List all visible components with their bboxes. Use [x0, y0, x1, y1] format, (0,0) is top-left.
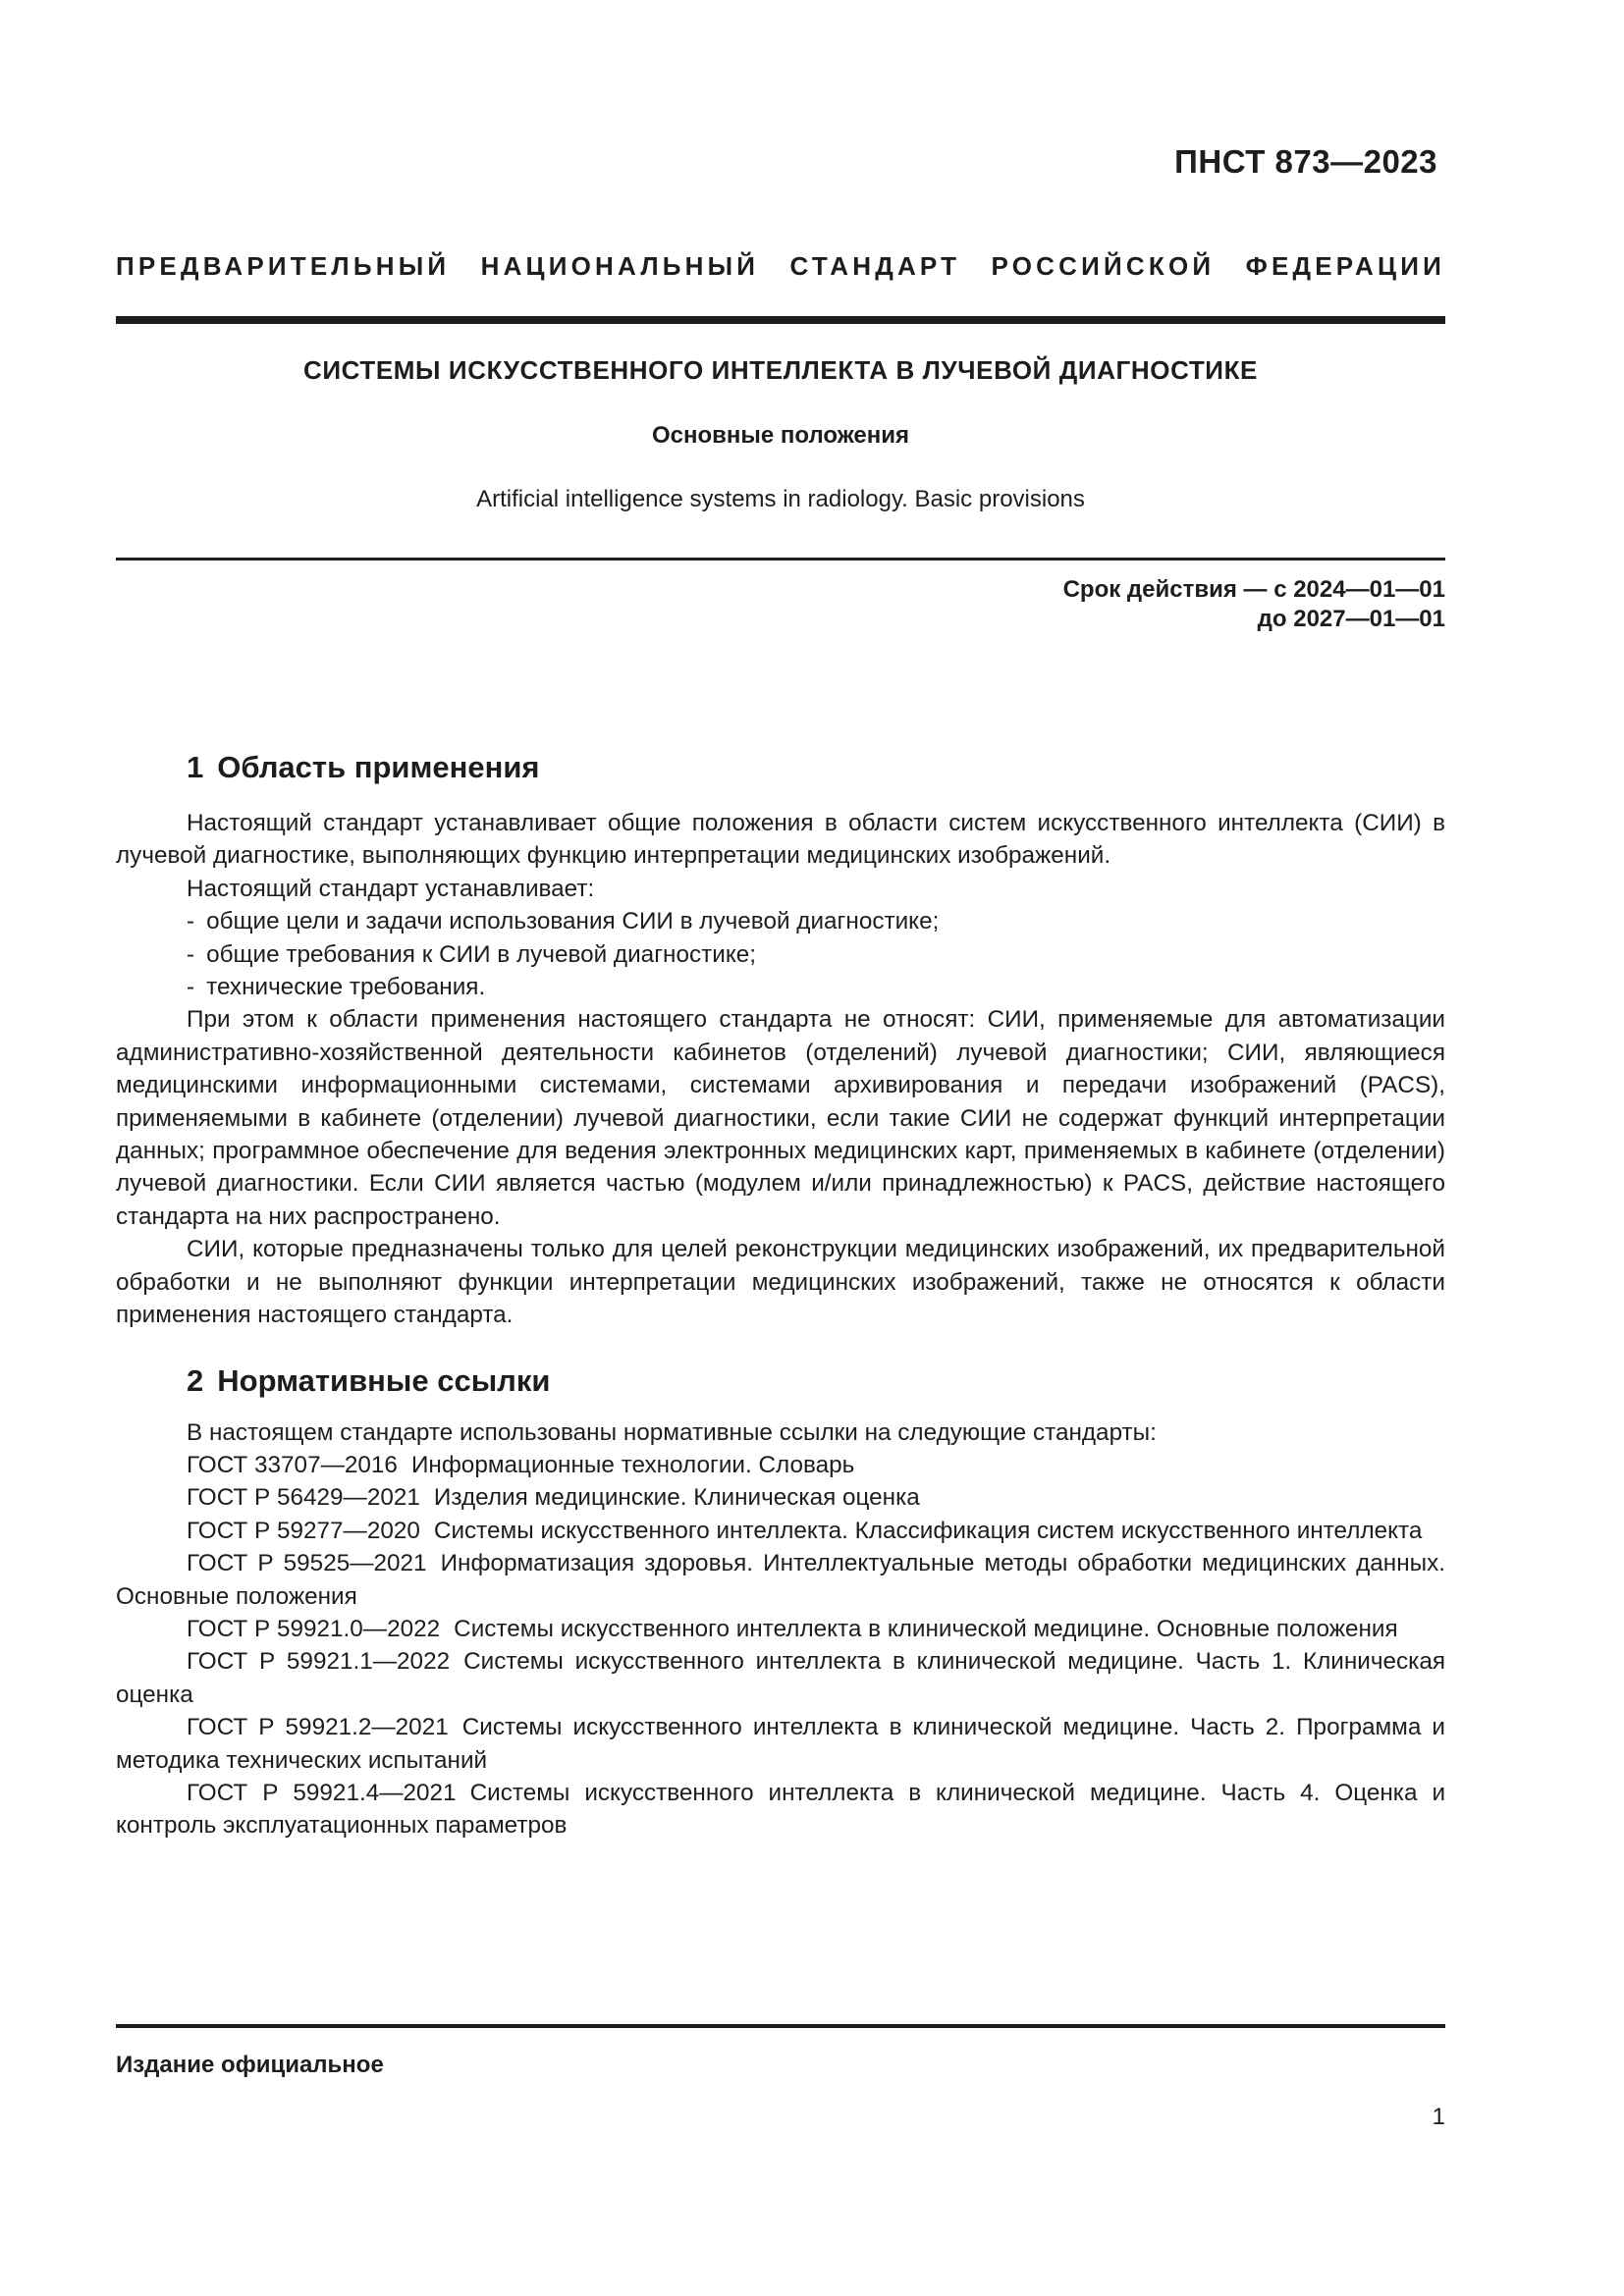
validity-start: Срок действия — с 2024—01—01 [1062, 576, 1445, 603]
reference-item [116, 1515, 1445, 1547]
reference-item [116, 1777, 1445, 1842]
reference-title: Изделия медицинские. Клиническая оценка [433, 1484, 920, 1512]
reference-title: Системы искусственного интеллекта. Классификация систем искусственного интеллекта [433, 1517, 1423, 1544]
document-subtitle: Основные положения [651, 422, 910, 449]
reference-code: ГОСТ Р 59921.0—2022 [187, 1615, 441, 1642]
standard-type-heading: ПРЕДВАРИТЕЛЬНЫЙ НАЦИОНАЛЬНЫЙ СТАНДАРТ РОССИЙСКОЙ ФЕДЕРАЦИИ [116, 251, 1445, 281]
paragraph: В настоящем стандарте использованы нормативные ссылки на следующие стандарты: [187, 1418, 1157, 1446]
reference-title: Системы искусственного интеллекта в клинической медицине. Часть 2. Программа и методика технических испытаний [116, 1714, 1445, 1774]
page-number: 1 [1432, 2104, 1445, 2130]
paragraph: Настоящий стандарт устанавливает: [187, 875, 595, 902]
section-heading [187, 1362, 1445, 1401]
reference-title: Системы искусственного интеллекта в клинической медицине. Часть 4. Оценка и контроль эксплуатационных параметров [116, 1779, 1446, 1840]
paragraph: СИИ, которые предназначены только для целей реконструкции медицинских изображений, их предварительной обработки и не выполняют функции интерпретации медицинских изображений, также не относятся к области применения настоящего стандарта. [116, 1236, 1445, 1329]
paragraph: Настоящий стандарт устанавливает общие положения в области систем искусственного интеллекта (СИИ) в лучевой диагностике, выполняющих функцию интерпретации медицинских изображений. [116, 810, 1445, 870]
validity-period [1063, 575, 1445, 634]
document-title: СИСТЕМЫ ИСКУССТВЕННОГО ИНТЕЛЛЕКТА В ЛУЧЕВОЙ ДИАГНОСТИКЕ [302, 355, 1259, 385]
reference-item [116, 1645, 1445, 1711]
reference-title: Информатизация здоровья. Интеллектуальные методы обработки медицинских данных. Основные положения [116, 1550, 1445, 1610]
english-title: Artificial intelligence systems in radiology. Basic provisions [476, 486, 1085, 512]
document-body [116, 748, 1445, 1842]
list-item: - общие требования к СИИ в лучевой диагностике; [187, 940, 757, 968]
reference-code: ГОСТ Р 56429—2021 [187, 1484, 420, 1512]
section-number: 1 [187, 750, 204, 784]
footer-divider [116, 2024, 1445, 2028]
reference-code: ГОСТ Р 59921.1—2022 [187, 1648, 451, 1676]
section-number: 2 [187, 1362, 204, 1398]
reference-code: ГОСТ Р 59525—2021 [187, 1550, 427, 1577]
reference-title: Системы искусственного интеллекта в клинической медицине. Часть 1. Клиническая оценка [116, 1648, 1445, 1708]
list-item: - технические требования. [187, 974, 486, 1001]
section-title: Область применения [217, 750, 540, 784]
official-edition-label: Издание официальное [116, 2052, 384, 2078]
reference-code: ГОСТ Р 59921.4—2021 [187, 1779, 457, 1806]
reference-item [116, 1547, 1445, 1613]
validity-end: до 2027—01—01 [1257, 606, 1445, 632]
section-scope [116, 748, 1445, 1332]
reference-code: ГОСТ Р 59277—2020 [187, 1517, 420, 1544]
header-divider [116, 316, 1445, 324]
reference-title: Информационные технологии. Словарь [410, 1451, 855, 1478]
list-item: - общие цели и задачи использования СИИ в лучевой диагностике; [187, 908, 940, 935]
reference-item [116, 1711, 1445, 1777]
paragraph: При этом к области применения настоящего стандарта не относят: СИИ, применяемые для автоматизации административно-хозяйственной деятельности кабинетов (отделений) лучевой диагностики; СИИ, являющиеся медицинскими информационными системами, системами архивирования и передачи изображений (PACS), применяемыми в кабинете (отделении) лучевой диагностики, если такие СИИ не содержат функций интерпретации данных; программное обеспечение для ведения электронных медицинских карт, применяемых в кабинете (отделении) лучевой диагностики. Если СИИ является частью (модулем и/или принадлежностью) к PACS, действие настоящего стандарта на них распространено. [116, 1006, 1445, 1230]
reference-code: ГОСТ 33707—2016 [187, 1451, 398, 1478]
reference-code: ГОСТ Р 59921.2—2021 [187, 1714, 449, 1741]
reference-item [116, 1481, 1445, 1514]
document-number: ПНСТ 873—2023 [1174, 143, 1437, 180]
reference-title: Системы искусственного интеллекта в клинической медицине. Основные положения [454, 1615, 1398, 1642]
section-normative-references [116, 1362, 1445, 1842]
section-heading [187, 748, 1445, 787]
title-divider [116, 558, 1445, 561]
section-title: Нормативные ссылки [217, 1362, 551, 1398]
reference-item [116, 1613, 1445, 1645]
reference-item [116, 1449, 1445, 1481]
